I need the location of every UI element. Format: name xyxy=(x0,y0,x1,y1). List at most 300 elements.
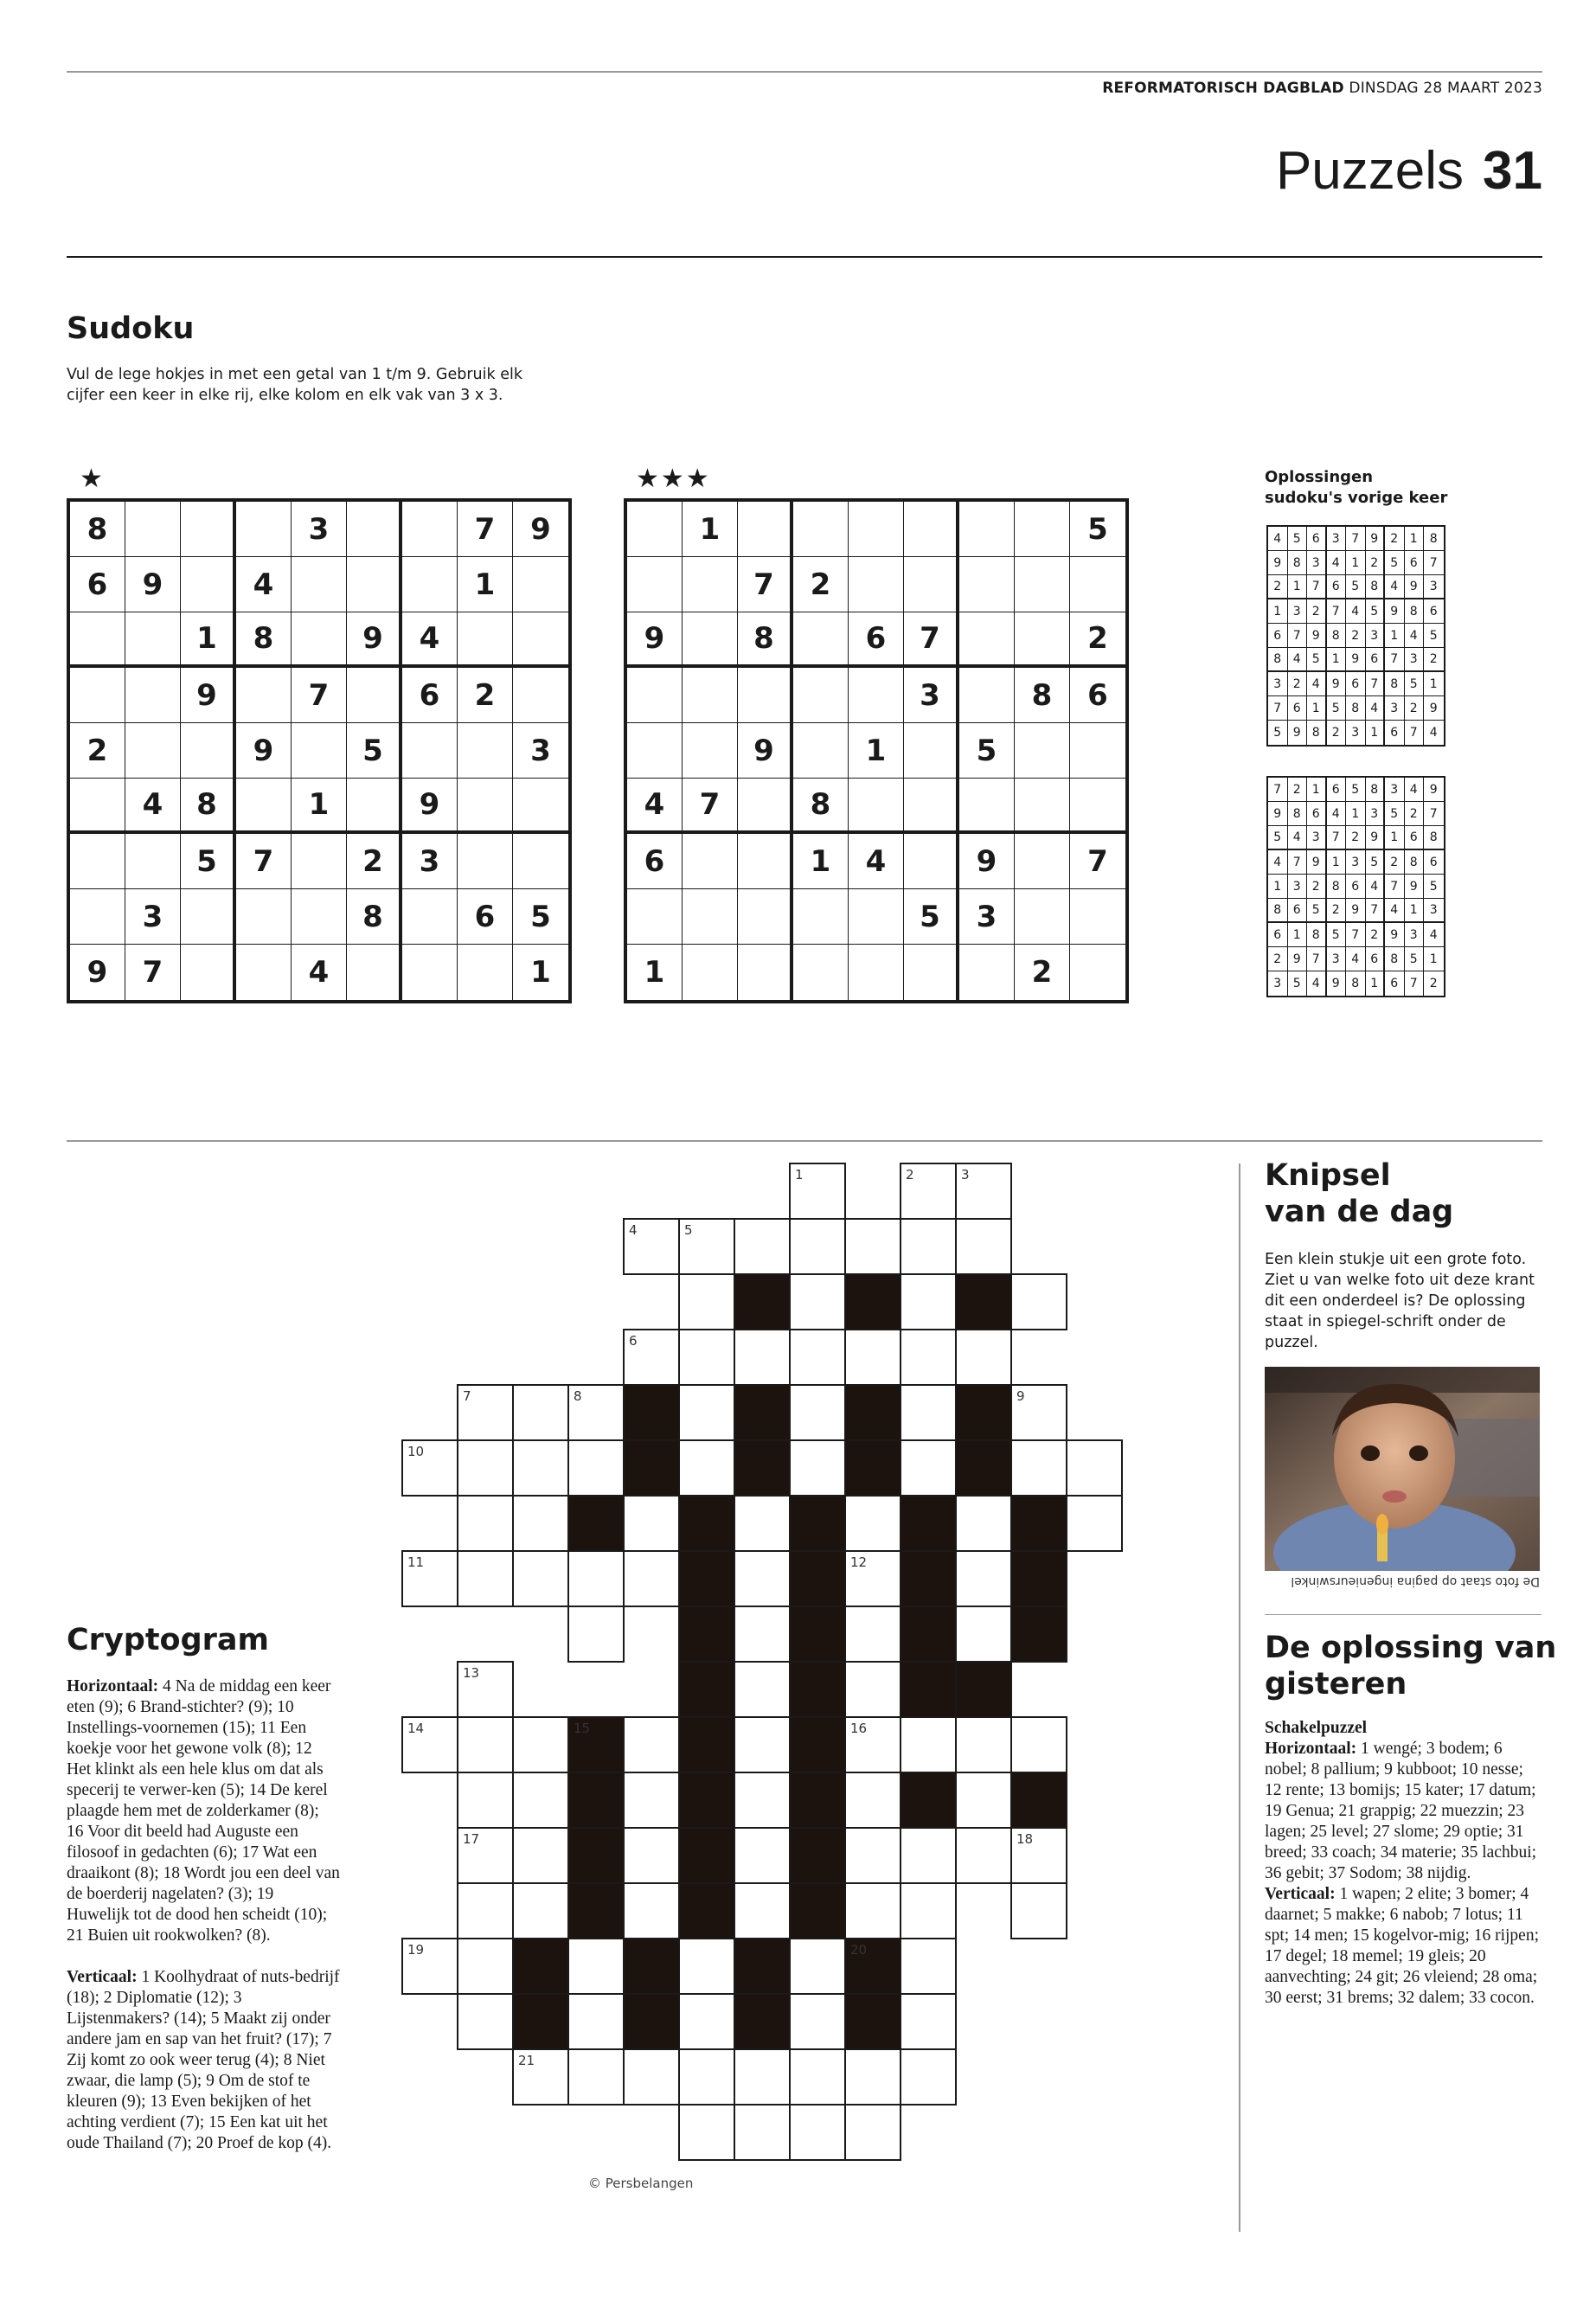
crossword-cell[interactable] xyxy=(624,1551,679,1606)
sudoku-cell[interactable]: 5 xyxy=(959,723,1015,779)
sudoku-cell[interactable]: 6 xyxy=(458,889,513,945)
crossword-block xyxy=(1011,1551,1067,1606)
sudoku-cell[interactable]: 6 xyxy=(402,668,458,723)
crossword-cell[interactable] xyxy=(901,1330,956,1385)
sudoku-cell[interactable] xyxy=(904,945,959,1000)
crossword-cell[interactable] xyxy=(402,1440,458,1496)
crossword-cell[interactable] xyxy=(1011,1385,1067,1440)
sudoku-cell[interactable]: 9 xyxy=(513,502,568,557)
sudoku-cell[interactable]: 7 xyxy=(125,945,181,1000)
sudoku-cell[interactable]: 1 xyxy=(627,945,683,1000)
crossword-cell[interactable] xyxy=(679,1994,734,2049)
crossword-cell[interactable] xyxy=(956,1219,1011,1274)
crossword-cell[interactable] xyxy=(956,1330,1011,1385)
sudoku-cell[interactable] xyxy=(738,889,793,945)
sudoku-cell[interactable] xyxy=(1015,612,1070,668)
sudoku-cell[interactable]: 8 xyxy=(738,612,793,668)
sudoku-cell[interactable]: 6 xyxy=(70,557,125,612)
crossword-cell[interactable] xyxy=(568,1994,624,2049)
crossword-cell[interactable] xyxy=(1011,1440,1067,1496)
sudoku-cell[interactable]: 2 xyxy=(458,668,513,723)
crossword-cell[interactable] xyxy=(458,1883,513,1939)
sudoku-cell[interactable] xyxy=(181,557,236,612)
sudoku-hard-grid xyxy=(624,498,1129,1003)
sudoku-cell[interactable] xyxy=(627,668,683,723)
crossword-cell[interactable] xyxy=(568,1606,624,1662)
sudoku-cell[interactable] xyxy=(683,889,738,945)
sudoku-cell: 7 xyxy=(1268,778,1288,802)
crossword-cell[interactable] xyxy=(790,1440,845,1496)
crossword-cell[interactable] xyxy=(679,2105,734,2160)
crossword-cell[interactable] xyxy=(790,2049,845,2105)
crossword-cell[interactable] xyxy=(402,1551,458,1606)
sudoku-cell[interactable] xyxy=(904,834,959,889)
crossword-cell[interactable] xyxy=(901,1219,956,1274)
sudoku-cell[interactable]: 8 xyxy=(347,889,402,945)
sudoku-cell[interactable]: 4 xyxy=(402,612,458,668)
answers-vertical xyxy=(1265,1884,1542,2009)
sudoku-cell: 9 xyxy=(1385,923,1405,947)
sudoku-cell[interactable] xyxy=(402,723,458,779)
sudoku-cell[interactable] xyxy=(959,945,1015,1000)
crossword-cell[interactable] xyxy=(734,1551,790,1606)
crossword-cell[interactable] xyxy=(845,1330,901,1385)
sudoku-cell[interactable] xyxy=(513,834,568,889)
sudoku-cell[interactable] xyxy=(513,557,568,612)
sudoku-cell[interactable]: 4 xyxy=(292,945,347,1000)
sudoku-cell[interactable]: 6 xyxy=(849,612,904,668)
crossword-cell[interactable] xyxy=(845,1606,901,1662)
sudoku-cell: 2 xyxy=(1366,551,1386,575)
sudoku-cell[interactable]: 6 xyxy=(627,834,683,889)
crossword-cell[interactable] xyxy=(679,1385,734,1440)
cryptogram-title: Cryptogram xyxy=(67,1623,269,1657)
sudoku-cell[interactable] xyxy=(793,502,849,557)
crossword-cell[interactable] xyxy=(734,2049,790,2105)
sudoku-cell[interactable] xyxy=(181,945,236,1000)
crossword-cell[interactable] xyxy=(901,2049,956,2105)
sudoku-cell[interactable] xyxy=(627,502,683,557)
crossword-cell[interactable] xyxy=(956,1828,1011,1883)
crossword-cell[interactable] xyxy=(901,1163,956,1219)
crossword-cell[interactable] xyxy=(1011,1274,1067,1330)
sudoku-cell[interactable]: 8 xyxy=(1015,668,1070,723)
sudoku-cell[interactable]: 9 xyxy=(738,723,793,779)
crossword-cell[interactable] xyxy=(513,1496,568,1551)
sudoku-cell[interactable]: 8 xyxy=(181,779,236,834)
crossword-cell[interactable] xyxy=(624,1219,679,1274)
sudoku-cell[interactable]: 9 xyxy=(347,612,402,668)
crossword-cell[interactable] xyxy=(734,1828,790,1883)
sudoku-cell[interactable] xyxy=(738,502,793,557)
sudoku-cell[interactable] xyxy=(181,502,236,557)
crossword-cell[interactable] xyxy=(845,1828,901,1883)
crossword-cell[interactable] xyxy=(679,1330,734,1385)
sudoku-cell[interactable]: 2 xyxy=(347,834,402,889)
crossword-cell[interactable] xyxy=(956,1717,1011,1772)
sudoku-cell: 6 xyxy=(1366,648,1386,672)
crossword-cell[interactable] xyxy=(790,1274,845,1330)
crossword-cell[interactable] xyxy=(458,1385,513,1440)
crossword-cell[interactable] xyxy=(458,1496,513,1551)
sudoku-cell[interactable] xyxy=(959,668,1015,723)
sudoku-cell[interactable] xyxy=(236,668,292,723)
crossword-cell[interactable] xyxy=(458,1939,513,1994)
crossword-block xyxy=(845,1274,901,1330)
sudoku-cell[interactable] xyxy=(738,779,793,834)
sudoku-cell[interactable]: 7 xyxy=(236,834,292,889)
crossword-cell[interactable] xyxy=(956,1551,1011,1606)
sudoku-cell[interactable] xyxy=(683,723,738,779)
crossword-cell[interactable] xyxy=(1011,1828,1067,1883)
sudoku-cell[interactable] xyxy=(70,889,125,945)
sudoku-cell[interactable] xyxy=(627,889,683,945)
sudoku-cell[interactable] xyxy=(683,945,738,1000)
crossword-cell[interactable] xyxy=(901,1828,956,1883)
sudoku-cell[interactable]: 2 xyxy=(793,557,849,612)
sudoku-cell[interactable]: 1 xyxy=(793,834,849,889)
crossword-cell[interactable] xyxy=(956,1772,1011,1828)
crossword-number: 18 xyxy=(1016,1831,1034,1847)
sudoku-cell[interactable]: 1 xyxy=(530,955,551,990)
crossword-cell[interactable] xyxy=(734,1717,790,1772)
crossword-cell[interactable] xyxy=(956,1606,1011,1662)
crossword-cell[interactable] xyxy=(790,2105,845,2160)
crossword-cell[interactable] xyxy=(845,1772,901,1828)
sudoku-cell[interactable] xyxy=(849,889,904,945)
sudoku-cell[interactable]: 1 xyxy=(181,612,236,668)
crossword-cell[interactable] xyxy=(845,1496,901,1551)
crossword-cell[interactable] xyxy=(734,1883,790,1939)
sudoku-cell[interactable]: 9 xyxy=(402,779,458,834)
sudoku-cell[interactable] xyxy=(458,612,513,668)
sudoku-cell[interactable]: 9 xyxy=(125,557,181,612)
sudoku-cell[interactable]: 3 xyxy=(402,834,458,889)
crossword-cell[interactable] xyxy=(956,1496,1011,1551)
sudoku-cell[interactable]: 7 xyxy=(904,612,959,668)
crossword-cell[interactable] xyxy=(845,1717,901,1772)
crossword-cell[interactable] xyxy=(901,1883,956,1939)
sudoku-cell[interactable] xyxy=(793,945,849,1000)
sudoku-cell[interactable] xyxy=(236,502,292,557)
sudoku-cell[interactable]: 9 xyxy=(181,668,236,723)
sudoku-cell[interactable] xyxy=(513,779,568,834)
sudoku-cell[interactable] xyxy=(1015,834,1070,889)
sudoku-cell[interactable]: 7 xyxy=(1070,834,1125,889)
crossword-cell[interactable] xyxy=(901,1939,956,1994)
sudoku-cell[interactable]: 4 xyxy=(627,779,683,834)
sudoku-cell[interactable] xyxy=(236,889,292,945)
crossword-cell[interactable] xyxy=(790,1219,845,1274)
sudoku-cell[interactable] xyxy=(458,723,513,779)
sudoku-cell[interactable] xyxy=(70,668,125,723)
crossword-cell[interactable] xyxy=(901,1994,956,2049)
crossword-block xyxy=(624,1994,679,2049)
crossword-cell[interactable] xyxy=(513,1551,568,1606)
sudoku-cell[interactable] xyxy=(236,779,292,834)
crossword-block xyxy=(790,1883,845,1939)
crossword-cell[interactable] xyxy=(845,1219,901,1274)
sudoku-cell[interactable] xyxy=(292,723,347,779)
crossword-cell[interactable] xyxy=(624,1883,679,1939)
sudoku-cell[interactable] xyxy=(683,668,738,723)
crossword-cell[interactable] xyxy=(679,1219,734,1274)
crossword-cell[interactable] xyxy=(734,1219,790,1274)
crossword-cell[interactable] xyxy=(568,1385,624,1440)
sudoku-cell[interactable]: 3 xyxy=(125,889,181,945)
sudoku-cell[interactable]: 1 xyxy=(292,779,347,834)
sudoku-cell[interactable] xyxy=(793,612,849,668)
crossword-cell[interactable] xyxy=(734,1496,790,1551)
crossword-cell[interactable] xyxy=(790,1163,845,1219)
sudoku-cell[interactable] xyxy=(793,668,849,723)
sudoku-cell[interactable] xyxy=(347,945,402,1000)
sudoku-cell[interactable] xyxy=(738,945,793,1000)
vertical-label: Verticaal: xyxy=(67,1968,138,1986)
sudoku-cell[interactable]: 3 xyxy=(292,502,347,557)
sudoku-cell: 5 xyxy=(1307,899,1327,923)
sudoku-cell[interactable]: 4 xyxy=(849,834,904,889)
crossword-cell[interactable] xyxy=(679,2049,734,2105)
crossword-cell[interactable] xyxy=(734,1772,790,1828)
crossword-cell[interactable] xyxy=(845,2105,901,2160)
sudoku-cell[interactable] xyxy=(347,668,402,723)
crossword-cell[interactable] xyxy=(402,1717,458,1772)
sudoku-cell[interactable] xyxy=(1015,502,1070,557)
sudoku-cell[interactable] xyxy=(125,668,181,723)
sudoku-cell[interactable] xyxy=(683,557,738,612)
crossword-cell[interactable] xyxy=(790,1330,845,1385)
sudoku-cell[interactable] xyxy=(849,502,904,557)
crossword-cell[interactable] xyxy=(1067,1496,1122,1551)
sudoku-cell[interactable]: 4 xyxy=(236,557,292,612)
crossword-cell[interactable] xyxy=(513,1883,568,1939)
sudoku-cell[interactable] xyxy=(683,612,738,668)
sudoku-cell[interactable] xyxy=(849,945,904,1000)
crossword-cell[interactable] xyxy=(845,1883,901,1939)
sudoku-cell[interactable] xyxy=(292,834,347,889)
sudoku-cell: 4 xyxy=(1346,599,1366,624)
sudoku-cell[interactable]: 4 xyxy=(125,779,181,834)
sudoku-cell[interactable]: 8 xyxy=(793,779,849,834)
sudoku-cell[interactable] xyxy=(1070,889,1125,945)
crossword-block xyxy=(1011,1772,1067,1828)
crossword-cell[interactable] xyxy=(790,1385,845,1440)
sudoku-cell[interactable]: 5 xyxy=(513,889,568,945)
sudoku-cell[interactable] xyxy=(125,723,181,779)
sudoku-cell[interactable] xyxy=(904,723,959,779)
sudoku-cell[interactable] xyxy=(181,889,236,945)
sudoku-cell[interactable] xyxy=(627,723,683,779)
sudoku-cell[interactable] xyxy=(125,834,181,889)
sudoku-cell[interactable] xyxy=(402,889,458,945)
sudoku-cell[interactable] xyxy=(904,557,959,612)
sudoku-cell[interactable] xyxy=(1015,723,1070,779)
sudoku-cell[interactable] xyxy=(1015,889,1070,945)
crossword-cell[interactable] xyxy=(901,1274,956,1330)
crossword-cell[interactable] xyxy=(624,1717,679,1772)
crossword-cell[interactable] xyxy=(624,1828,679,1883)
sudoku-cell: 7 xyxy=(1424,802,1444,826)
crossword-cell[interactable] xyxy=(624,2049,679,2105)
sudoku-cell[interactable] xyxy=(125,502,181,557)
sudoku-cell: 8 xyxy=(1307,721,1327,745)
sudoku-cell[interactable] xyxy=(683,834,738,889)
sudoku-cell[interactable] xyxy=(959,779,1015,834)
sudoku-cell[interactable] xyxy=(347,502,402,557)
sudoku-cell[interactable] xyxy=(959,502,1015,557)
crossword-cell[interactable] xyxy=(901,1385,956,1440)
sudoku-cell[interactable] xyxy=(1070,723,1125,779)
sudoku-cell[interactable] xyxy=(1015,779,1070,834)
crossword-number: 16 xyxy=(850,1721,868,1736)
sudoku-cell[interactable] xyxy=(904,502,959,557)
crossword-cell[interactable] xyxy=(845,2049,901,2105)
sudoku-cell[interactable]: 5 xyxy=(904,889,959,945)
sudoku-cell[interactable] xyxy=(181,723,236,779)
sudoku-cell[interactable] xyxy=(292,557,347,612)
crossword-cell[interactable] xyxy=(734,1662,790,1717)
sudoku-cell[interactable] xyxy=(793,889,849,945)
crossword-cell[interactable] xyxy=(568,1440,624,1496)
sudoku-cell[interactable] xyxy=(738,834,793,889)
sudoku-cell[interactable] xyxy=(1070,557,1125,612)
crossword-cell[interactable] xyxy=(790,1939,845,1994)
sudoku-cell[interactable] xyxy=(347,557,402,612)
sudoku-cell[interactable]: 7 xyxy=(458,502,513,557)
crossword-cell[interactable] xyxy=(568,1939,624,1994)
sudoku-cell[interactable] xyxy=(402,502,458,557)
crossword-cell[interactable] xyxy=(901,1717,956,1772)
sudoku-cell[interactable] xyxy=(904,779,959,834)
sudoku-cell[interactable]: 3 xyxy=(513,723,568,779)
crossword-cell[interactable] xyxy=(513,1385,568,1440)
sudoku-cell[interactable]: 2 xyxy=(70,723,125,779)
knipsel-caption-mirrored: De foto staat op pagina ingenieurswinkel xyxy=(1291,1574,1540,1588)
sudoku-cell[interactable] xyxy=(738,668,793,723)
crossword-cell[interactable] xyxy=(624,1330,679,1385)
sudoku-cell[interactable] xyxy=(70,779,125,834)
sudoku-cell[interactable] xyxy=(1015,557,1070,612)
sudoku-cell[interactable] xyxy=(236,945,292,1000)
crossword-cell[interactable] xyxy=(458,1662,513,1717)
sudoku-cell[interactable] xyxy=(292,889,347,945)
crossword-cell[interactable] xyxy=(734,2105,790,2160)
sudoku-cell[interactable] xyxy=(347,779,402,834)
sudoku-cell[interactable]: 9 xyxy=(627,612,683,668)
sudoku-cell[interactable] xyxy=(458,945,513,1000)
sudoku-cell[interactable] xyxy=(402,945,458,1000)
crossword-cell[interactable] xyxy=(901,1440,956,1496)
crossword-cell[interactable] xyxy=(734,1606,790,1662)
sudoku-cell[interactable] xyxy=(959,612,1015,668)
sudoku-cell[interactable]: 5 xyxy=(181,834,236,889)
sudoku-cell[interactable] xyxy=(793,723,849,779)
sudoku-cell[interactable]: 7 xyxy=(738,557,793,612)
sudoku-cell: 1 xyxy=(1307,696,1327,721)
sudoku-cell[interactable] xyxy=(513,668,568,723)
sudoku-cell[interactable]: 1 xyxy=(458,557,513,612)
sudoku-cell[interactable]: 3 xyxy=(959,889,1015,945)
crossword-cell[interactable] xyxy=(624,1496,679,1551)
sudoku-cell[interactable] xyxy=(402,557,458,612)
crossword-cell[interactable] xyxy=(458,1828,513,1883)
crossword-cell[interactable] xyxy=(679,1274,734,1330)
sudoku-cell: 3 xyxy=(1424,575,1444,599)
crossword-cell[interactable] xyxy=(679,1939,734,1994)
crossword-cell[interactable] xyxy=(790,1994,845,2049)
sudoku-cell[interactable] xyxy=(959,557,1015,612)
crossword-cell[interactable] xyxy=(624,1772,679,1828)
sudoku-cell[interactable]: 6 xyxy=(1070,668,1125,723)
sudoku-cell: 5 xyxy=(1307,648,1327,672)
crossword-cell[interactable] xyxy=(513,2049,568,2105)
knipsel-title-line1: Knipsel xyxy=(1265,1158,1391,1193)
crossword-cell[interactable] xyxy=(1011,1883,1067,1939)
sudoku-cell[interactable] xyxy=(292,612,347,668)
crossword-cell[interactable] xyxy=(513,1828,568,1883)
sudoku-cell[interactable] xyxy=(70,612,125,668)
sudoku-cell[interactable] xyxy=(458,834,513,889)
sudoku-cell[interactable]: 2 xyxy=(1015,945,1070,1000)
sudoku-cell[interactable] xyxy=(458,779,513,834)
sudoku-cell[interactable] xyxy=(513,612,568,668)
crossword-cell[interactable] xyxy=(734,1330,790,1385)
sudoku-cell[interactable] xyxy=(125,612,181,668)
crossword-cell[interactable] xyxy=(402,1939,458,1994)
sudoku-cell[interactable]: 5 xyxy=(347,723,402,779)
sudoku-cell[interactable] xyxy=(70,834,125,889)
crossword-cell[interactable] xyxy=(1011,1717,1067,1772)
crossword-cell[interactable] xyxy=(458,1551,513,1606)
sudoku-cell[interactable] xyxy=(849,779,904,834)
sudoku-cell[interactable]: 5 xyxy=(1070,502,1125,557)
crossword-cell[interactable] xyxy=(1067,1440,1122,1496)
crossword-cell[interactable] xyxy=(458,1772,513,1828)
crossword-number: 19 xyxy=(407,1942,425,1958)
crossword-cell[interactable] xyxy=(845,1551,901,1606)
sudoku-cell[interactable]: 3 xyxy=(904,668,959,723)
sudoku-cell[interactable]: 9 xyxy=(959,834,1015,889)
sudoku-cell[interactable]: 1 xyxy=(683,502,738,557)
sudoku-cell[interactable]: 7 xyxy=(292,668,347,723)
sudoku-cell[interactable]: 8 xyxy=(70,502,125,557)
sudoku-cell[interactable]: 9 xyxy=(70,945,125,1000)
sudoku-cell[interactable]: 9 xyxy=(236,723,292,779)
sudoku-cell[interactable]: 7 xyxy=(683,779,738,834)
crossword-cell[interactable] xyxy=(845,1662,901,1717)
sudoku-cell[interactable] xyxy=(849,557,904,612)
sudoku-cell: 9 xyxy=(1288,947,1308,971)
crossword-cell[interactable] xyxy=(513,1772,568,1828)
crossword-cell[interactable] xyxy=(458,1994,513,2049)
crossword-cell[interactable] xyxy=(513,1440,568,1496)
sudoku-cell[interactable] xyxy=(1070,945,1125,1000)
crossword-cell[interactable] xyxy=(458,1717,513,1772)
sudoku-cell[interactable]: 2 xyxy=(1070,612,1125,668)
sudoku-cell[interactable] xyxy=(627,557,683,612)
crossword-cell[interactable] xyxy=(568,1551,624,1606)
crossword-cell[interactable] xyxy=(568,2049,624,2105)
sudoku-cell[interactable]: 8 xyxy=(236,612,292,668)
crossword-cell[interactable] xyxy=(458,1440,513,1496)
sudoku-cell[interactable] xyxy=(1070,779,1125,834)
sudoku-cell[interactable]: 1 xyxy=(849,723,904,779)
crossword-cell[interactable] xyxy=(956,1163,1011,1219)
crossword-cell[interactable] xyxy=(513,1717,568,1772)
crossword-cell[interactable] xyxy=(679,1440,734,1496)
sudoku-cell[interactable] xyxy=(849,668,904,723)
